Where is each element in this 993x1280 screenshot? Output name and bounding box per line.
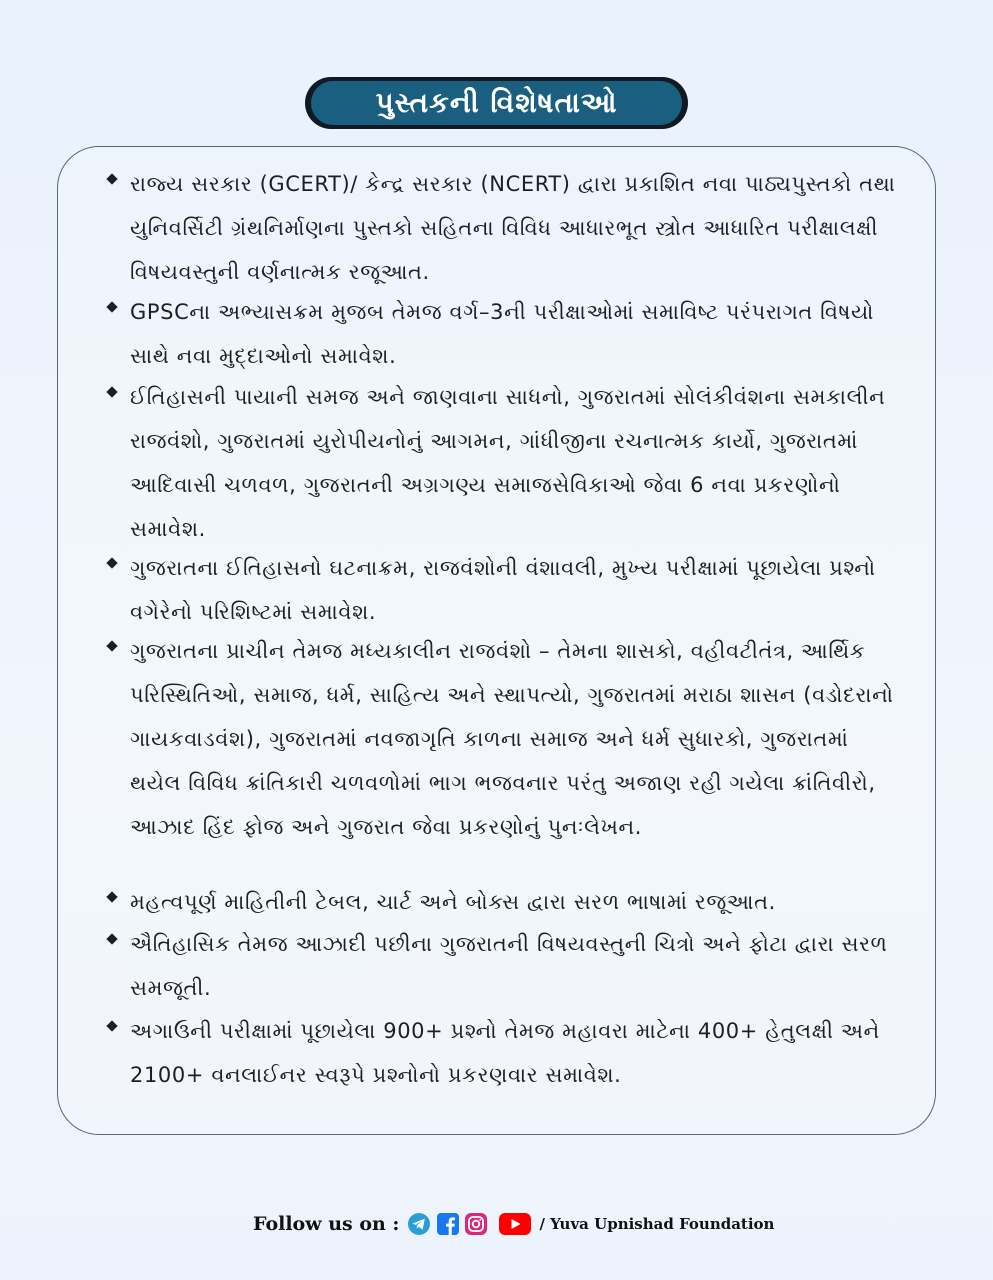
page-title: પુસ્તકની વિશેષતાઓ bbox=[375, 86, 618, 119]
bullet-diamond-icon bbox=[106, 557, 117, 568]
feature-text: ગુજરાતના પ્રાચીન તેમજ મધ્યકાલીન રાજવંશો – તેમના શાસકો, વહીવટીતંત્ર, આર્થિક પરિસ્થિતિઓ, સમાજ, ધર્મ, સાહિત્ય અને સ્થાપત્યો, ગુજરાતમાં મરાઠા શાસન (વડોદરાનો ગાયકવાડવંશ), ગુજરાતમાં નવજાગૃતિ કાળના સમાજ અને ધર્મ સુધારકો, ગુજરાતમાં થયેલ વિવિધ ક્રાંતિકારી ચળવળોમાં ભાગ ભજવનાર પરંતુ અજાણ રહી ગયેલા ક્રાંતિવીરો, આઝાદ હિંદ ફોજ અને ગુજરાત જેવા પ્રકરણોનું પુનઃલેખન. bbox=[130, 639, 894, 839]
feature-text: ઈતિહાસની પાયાની સમજ અને જાણવાના સાધનો, ગુજરાતમાં સોલંકીવંશના સમકાલીન રાજવંશો, ગુજરાતમાં યુરોપીયનોનું આગમન, ગાંધીજીના રચનાત્મક કાર્યો, ગુજરાતમાં આદિવાસી ચળવળ, ગુજરાતની અગ્રગણ્ય સમાજસેવિકાઓ જેવા 6 નવા પ્રકરણોનો સમાવેશ. bbox=[130, 385, 886, 541]
bullet-diamond-icon bbox=[106, 301, 117, 312]
follow-label: Follow us on : bbox=[253, 1213, 400, 1235]
feature-text: અગાઉની પરીક્ષામાં પૂછાયેલા 900+ પ્રશ્નો તેમજ મહાવરા માટેના 400+ હેતુલક્ષી અને 2100+ વનલાઈનર સ્વરૂપે પ્રશ્નોનો પ્રકરણવાર સમાવેશ. bbox=[130, 1019, 880, 1087]
bullet-diamond-icon bbox=[106, 891, 117, 902]
feature-item bbox=[106, 629, 906, 849]
footer-social bbox=[253, 1208, 774, 1240]
title-banner-inner bbox=[311, 81, 682, 125]
feature-item bbox=[106, 162, 906, 294]
feature-text: રાજ્ય સરકાર (GCERT)/ કેન્દ્ર સરકાર (NCERT) દ્વારા પ્રકાશિત નવા પાઠ્યપુસ્તકો તથા યુનિવર્સિટી ગ્રંથનિર્માણના પુસ્તકો સહિતના વિવિધ આધારભૂત સ્ત્રોત આધારિત પરીક્ષાલક્ષી વિષયવસ્તુની વર્ણનાત્મક રજૂઆત. bbox=[130, 172, 896, 284]
organization-name: / Yuva Upnishad Foundation bbox=[539, 1215, 775, 1233]
feature-text: ઐતિહાસિક તેમજ આઝાદી પછીના ગુજરાતની વિષયવસ્તુની ચિત્રો અને ફોટા દ્વારા સરળ સમજૂતી. bbox=[130, 932, 888, 1000]
youtube-icon[interactable] bbox=[499, 1213, 531, 1235]
bullet-diamond-icon bbox=[106, 386, 117, 397]
feature-item bbox=[106, 375, 906, 551]
facebook-icon[interactable] bbox=[437, 1213, 459, 1235]
feature-text: ગુજરાતના ઈતિહાસનો ઘટનાક્રમ, રાજવંશોની વંશાવલી, મુખ્ય પરીક્ષામાં પૂછાયેલા પ્રશ્નો વગેરેનો પરિશિષ્ટમાં સમાવેશ. bbox=[130, 556, 876, 624]
feature-item bbox=[106, 880, 906, 924]
feature-text: મહત્વપૂર્ણ માહિતીની ટેબલ, ચાર્ટ અને બોક્સ દ્વારા સરળ ભાષામાં રજૂઆત. bbox=[130, 890, 776, 914]
instagram-icon[interactable] bbox=[465, 1213, 487, 1235]
title-banner bbox=[305, 77, 688, 129]
bullet-diamond-icon bbox=[106, 640, 117, 651]
feature-text: GPSCના અભ્યાસક્રમ મુજબ તેમજ વર્ગ–3ની પરીક્ષાઓમાં સમાવિષ્ટ પરંપરાગત વિષયો સાથે નવા મુદ્દાઓનો સમાવેશ. bbox=[130, 300, 874, 368]
telegram-icon[interactable] bbox=[407, 1212, 431, 1236]
feature-item bbox=[106, 290, 906, 378]
bullet-diamond-icon bbox=[106, 933, 117, 944]
bullet-diamond-icon bbox=[106, 1020, 117, 1031]
features-card bbox=[57, 146, 936, 1135]
feature-item bbox=[106, 922, 906, 1010]
bullet-diamond-icon bbox=[106, 173, 117, 184]
feature-item bbox=[106, 1009, 906, 1097]
feature-item bbox=[106, 546, 906, 634]
